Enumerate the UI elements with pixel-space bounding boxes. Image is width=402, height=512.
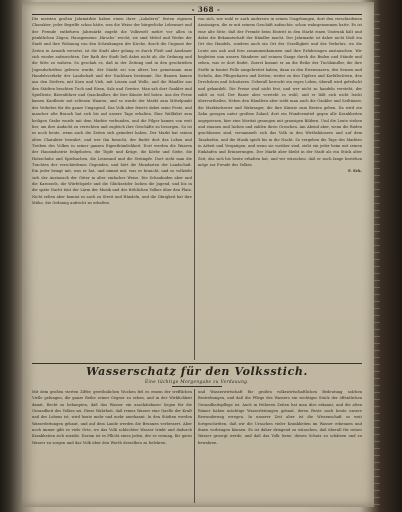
article-right-column	[198, 16, 362, 362]
article-left-column: Die meisten großen Jahrmärkte haben einen ihrer „Lokalerei“ festen eigenen Charakter, jeder Begriffe schon hätte, was die Weise der bürgerliche Lebensart und der Fremde entbehren Jahrmärkt zugeht die Volkswelt mehrt vor allen in pünktlichen Zügen, Hausgemeine ‚Hirsche‘ rescht; sie sind Mittel und Werke der Stadt und ihre Wohnung von den Schenkungen der Kirche, durch die Ungunst der Zeiten in Armuth versetzt, ist die Stadt aber gelang es durch Fleiß und Ausdauer sich wieder aufzurichten. Der Rath der Stadt ließ dabei nicht ab, die Ordnung und die Sitte zu wahren. So geschah es, daß in der Zeitung und in den geschrieben Jugendschriften gelesen wurde, der Markt sei von alters her gemeinsam zum Handelsverkehr der Landschaft und der Nachbarn bestimmt. Die Bauern kamen aus den Dörfern, mit Korn und Vieh, mit Leinen und Wolle, und die Händler aus den Städten brachten Tuch und Eisen, Salz und Gewürz. Man sah dort Gaukler und Spielleute, Bärenführer und Quacksalber, die ihre Künste feil boten. Aus der Ferne kamen Kaufleute mit seltenen Waaren, und so wurde der Markt zum Mittelpunkt des Verkehrs für die ganze Umgegend. Das Volk aber feierte dabei seine Feste, und mancher alte Brauch hat sich bis auf unsere Tage erhalten. Eine Wallfahrt zum heiligen Grabe wurde mit dem Markte verbunden, und die Pilger kamen von weit her, um ihre Andacht zu verrichten und zugleich ihre Geschäfte zu besorgen. So ist es noch heute, wenn auch die Zeiten sich geändert haben. Der Markt hat seinen alten Charakter bewahrt, und wer ihn besucht, der findet dort das Leben und Treiben des Volkes in seiner ganzen Eigenthümlichkeit. Dort werden die Waaren der Hausindustrie feilgeboten, die Töpfe und Krüge, die Körbe und Siebe, die Holzschuhe und Spielsachen, die Leinwand und die Strümpfe. Dort sieht man die Trachten der verschiedenen Gegenden, und hört die Mundarten der Landschaft. Ein jeder bringt mit, was er hat, und nimmt mit, was er braucht, und so vollzieht sich der Austausch der Güter in alter einfacher Weise. Die Schaubuden aber und die Karussels, die Würfelspiele und die Glücksräder locken die Jugend, und bis in die späte Nacht tönt der Lärm der Musik und des fröhlichen Volkes über den Platz. Nicht selten aber kommt es auch zu Streit und Händeln, und die Obrigkeit hat ihre Mühe, die Ordnung aufrecht zu erhalten.	[32, 17, 192, 205]
subtitle-rule	[172, 386, 222, 387]
article-right-text: von sich, wie wohl er auch anderswo in seinen Umgebungen, dort den verschiedenen Ansässigen, die er mit seinem Geschäft aufsuchte, schon wahrgenommen hatte. Es ist eine alte Sitte, daß der Fremde beim Eintritt in den Markt einen Umtrunk hält und dabei die Bekanntschaft der Händler macht. Der Jahrmarkt ist daher nicht bloß ein Ort des Handels, sondern auch ein Ort der Geselligkeit und des Verkehrs, wo die Leute aus nah und fern zusammenkommen und ihre Erfahrungen austauschen. Wir begleiten nun unsern Wanderer auf seinem Gange durch die Buden und Stände und sehen, was er dort findet. Zuerst kommt er an die Reihe der Tuchhändler, die ihre Stoffe in bunter Fülle ausgebreitet haben; dann zu den Eisenwaaren, den Sensen und Sicheln, den Pflugscharen und Ketten; weiter zu den Töpfern und Korbflechtern, den Drechslern und Schnitzern. Ueberall herrscht ein reges Leben, überall wird gefeilscht und gehandelt. Die Preise sind nicht fest, und wer nicht zu handeln versteht, der zahlt zu viel. Der Bauer aber versteht es wohl, und er läßt sich nicht leicht übervortheilen. Neben den Händlern aber sieht man auch die Gaukler und Seiltänzer, die Marktschreier und Wahrsager, die ihre Künste zum Besten geben. Da wird ein Zahn gezogen unter großem Zulauf, dort ein Wundermittel gegen alle Krankheiten angepriesen, hier eine Moritat gesungen mit grausigen Bildern. Und die Leute stehen und staunen und lachen und zahlen ihren Groschen. Am Abend aber, wenn die Buden geschlossen sind, versammelt sich das Volk in den Wirthshäusern und auf dem Tanzboden, und die Musik spielt bis in die Nacht. So vergehen die Tage des Marktes in Arbeit und Vergnügen, und wenn sie vorüber sind, zieht ein jeder heim mit seinen Einkäufen und Erinnerungen. Der Markt aber bleibt in der Stadt als ein Stück alter Zeit, das sich bis heute erhalten hat, und wir wünschen, daß er noch lange bestehen möge zur Freude des Volkes.	[198, 17, 362, 167]
section-column-divider	[194, 389, 195, 503]
section-title: Wasserschatz für den Volksstich.	[86, 365, 308, 378]
section-subtitle: Eine tüchtige Morgengabe zu Verdauung.	[144, 379, 249, 384]
page-stack-edge	[374, 10, 380, 505]
section-left-column: Mit dem großen vierten Ziffer, gewöhnlichen Wochen fiel es einem der trefflichen Vielle gelungen, die ganze Reihe seiner Gegner zu sehen, und in der Wirklichkeit damit, Recht zu behaupten, daß das Wasser ein unschätzbarer Segen für die Gesundheit des Volkes sei. Diese Wahrheit, daß reines Wasser eine Quelle der Kraft und des Lebens ist, wird heute mehr und mehr anerkannt. In den Städten werden Wasserleitungen gebaut, und auf dem Lande werden die Brunnen verbessert. Aber noch immer gibt es viele Orte, wo das Volk schlechtes Wasser trinkt und dadurch Krankheiten sich zuzieht. Darum ist es Pflicht eines jeden, der es vermag, für gutes Wasser zu sorgen und das Volk über den Werth desselben zu belehren.	[32, 390, 192, 445]
section-right-column: und Wasserwirtschaft für großen volkswirtschaftlichen Bedeutung solchen Bestrebungen, und daß die Pflege des Wassers ein wichtiges Stück der öffentlichen Gesundheitspflege ist. Auch in früheren Zeiten hat man dies erkannt, und die alten Römer haben mächtige Wasserleitungen gebaut, deren Reste noch heute unsere Bewunderung erregen. In unserer Zeit aber ist die Wissenschaft so weit fortgeschritten, daß wir die Ursachen vieler Krankheiten im Wasser erkennen und ihnen vorbeugen können. Es ist daher dringend zu wünschen, daß überall für reines Wasser gesorgt werde, und daß das Volk lerne, diesen Schatz zu schätzen und zu bewahren.	[198, 390, 362, 445]
page-number: - 368 -	[191, 5, 221, 14]
newspaper-page	[22, 2, 374, 507]
top-rule	[32, 14, 362, 15]
article-signature: F. Eck.	[348, 169, 362, 174]
column-divider	[194, 16, 195, 360]
section-rule	[32, 363, 362, 364]
